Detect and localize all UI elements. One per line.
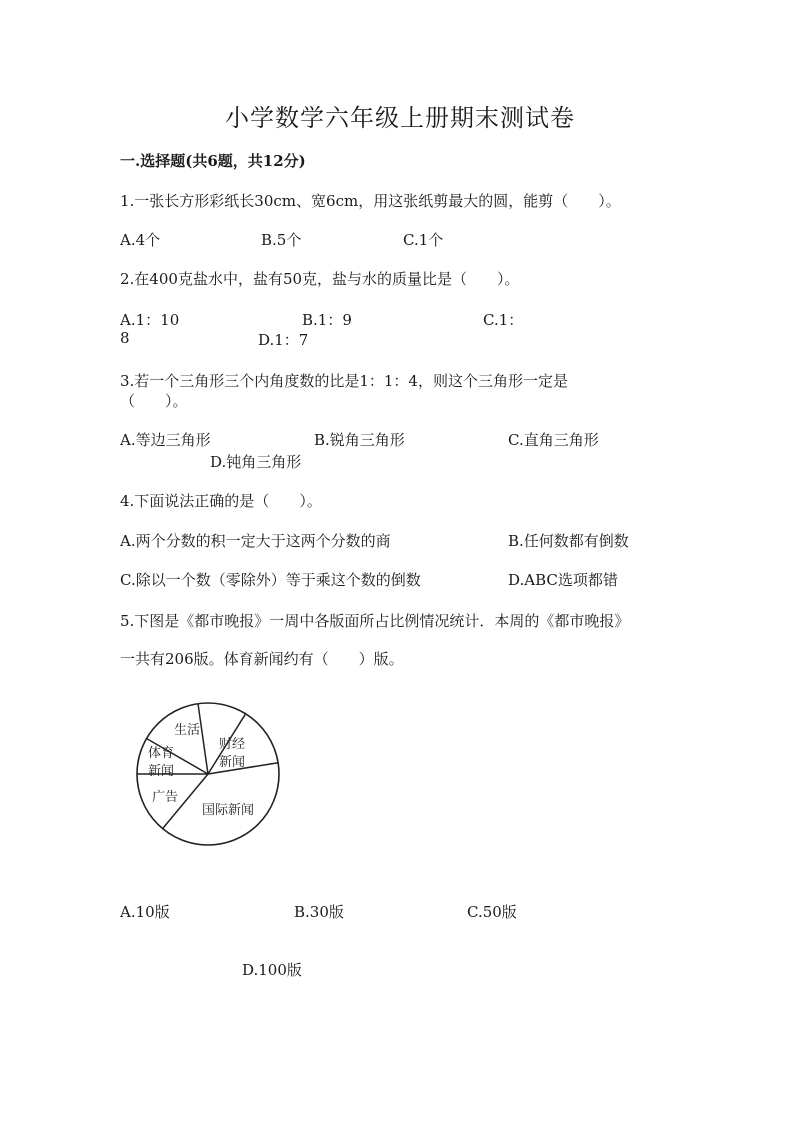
question-5-stem-line-2: 一共有206版。体育新闻约有（ ）版。: [120, 650, 404, 668]
question-5-option-a: A.10版: [120, 903, 170, 921]
question-2-option-a: A.1：10: [120, 311, 180, 329]
question-2-option-b: B.1：9: [302, 311, 352, 329]
question-5-option-b: B.30版: [294, 903, 344, 921]
question-1-option-c: C.1个: [403, 231, 444, 249]
question-3-stem-line-1: 3.若一个三角形三个内角度数的比是1：1：4，则这个三角形一定是: [120, 372, 568, 390]
question-2-stem: 2.在400克盐水中，盐有50克，盐与水的质量比是（ ）。: [120, 270, 520, 288]
question-3-option-b: B.锐角三角形: [314, 431, 405, 449]
question-1-option-b: B.5个: [261, 231, 302, 249]
section-heading: 一.选择题(共6题，共12分): [120, 152, 306, 170]
question-2-option-d: D.1：7: [258, 331, 309, 349]
question-3-option-a: A.等边三角形: [120, 431, 211, 449]
pie-label-sports: 体育: [148, 746, 175, 761]
pie-label-international-news: 国际新闻: [202, 803, 255, 818]
question-5-stem-line-1: 5.下图是《都市晚报》一周中各版面所占比例情况统计．本周的《都市晚报》: [120, 612, 630, 630]
pie-label-sports-news: 新闻: [148, 764, 175, 779]
page-title: 小学数学六年级上册期末测试卷: [225, 104, 575, 132]
question-4-option-b: B.任何数都有倒数: [508, 532, 629, 550]
question-3-stem-line-2: （ ）。: [120, 392, 188, 410]
pie-label-finance-news: 新闻: [219, 755, 246, 770]
question-4-option-d: D.ABC选项都错: [508, 571, 618, 589]
question-2-option-c-continued: 8: [120, 329, 130, 347]
newspaper-pie-figure: [130, 696, 290, 846]
question-3-option-c: C.直角三角形: [508, 431, 599, 449]
question-4-option-c: C.除以一个数（零除外）等于乘这个数的倒数: [120, 571, 421, 589]
pie-label-life: 生活: [174, 723, 201, 738]
pie-label-finance: 财经: [219, 737, 246, 752]
question-2-option-c: C.1：: [483, 311, 524, 329]
question-1-option-a: A.4个: [120, 231, 161, 249]
question-3-option-d: D.钝角三角形: [210, 453, 302, 471]
pie-divider-life-left: [198, 704, 208, 774]
question-4-stem: 4.下面说法正确的是（ ）。: [120, 492, 322, 510]
pie-label-ads: 广告: [152, 790, 179, 805]
question-5-option-c: C.50版: [467, 903, 517, 921]
question-4-option-a: A.两个分数的积一定大于这两个分数的商: [120, 532, 391, 550]
question-1-stem: 1.一张长方形彩纸长30cm、宽6cm，用这张纸剪最大的圆，能剪（ ）。: [120, 192, 621, 210]
question-5-option-d: D.100版: [242, 961, 302, 979]
